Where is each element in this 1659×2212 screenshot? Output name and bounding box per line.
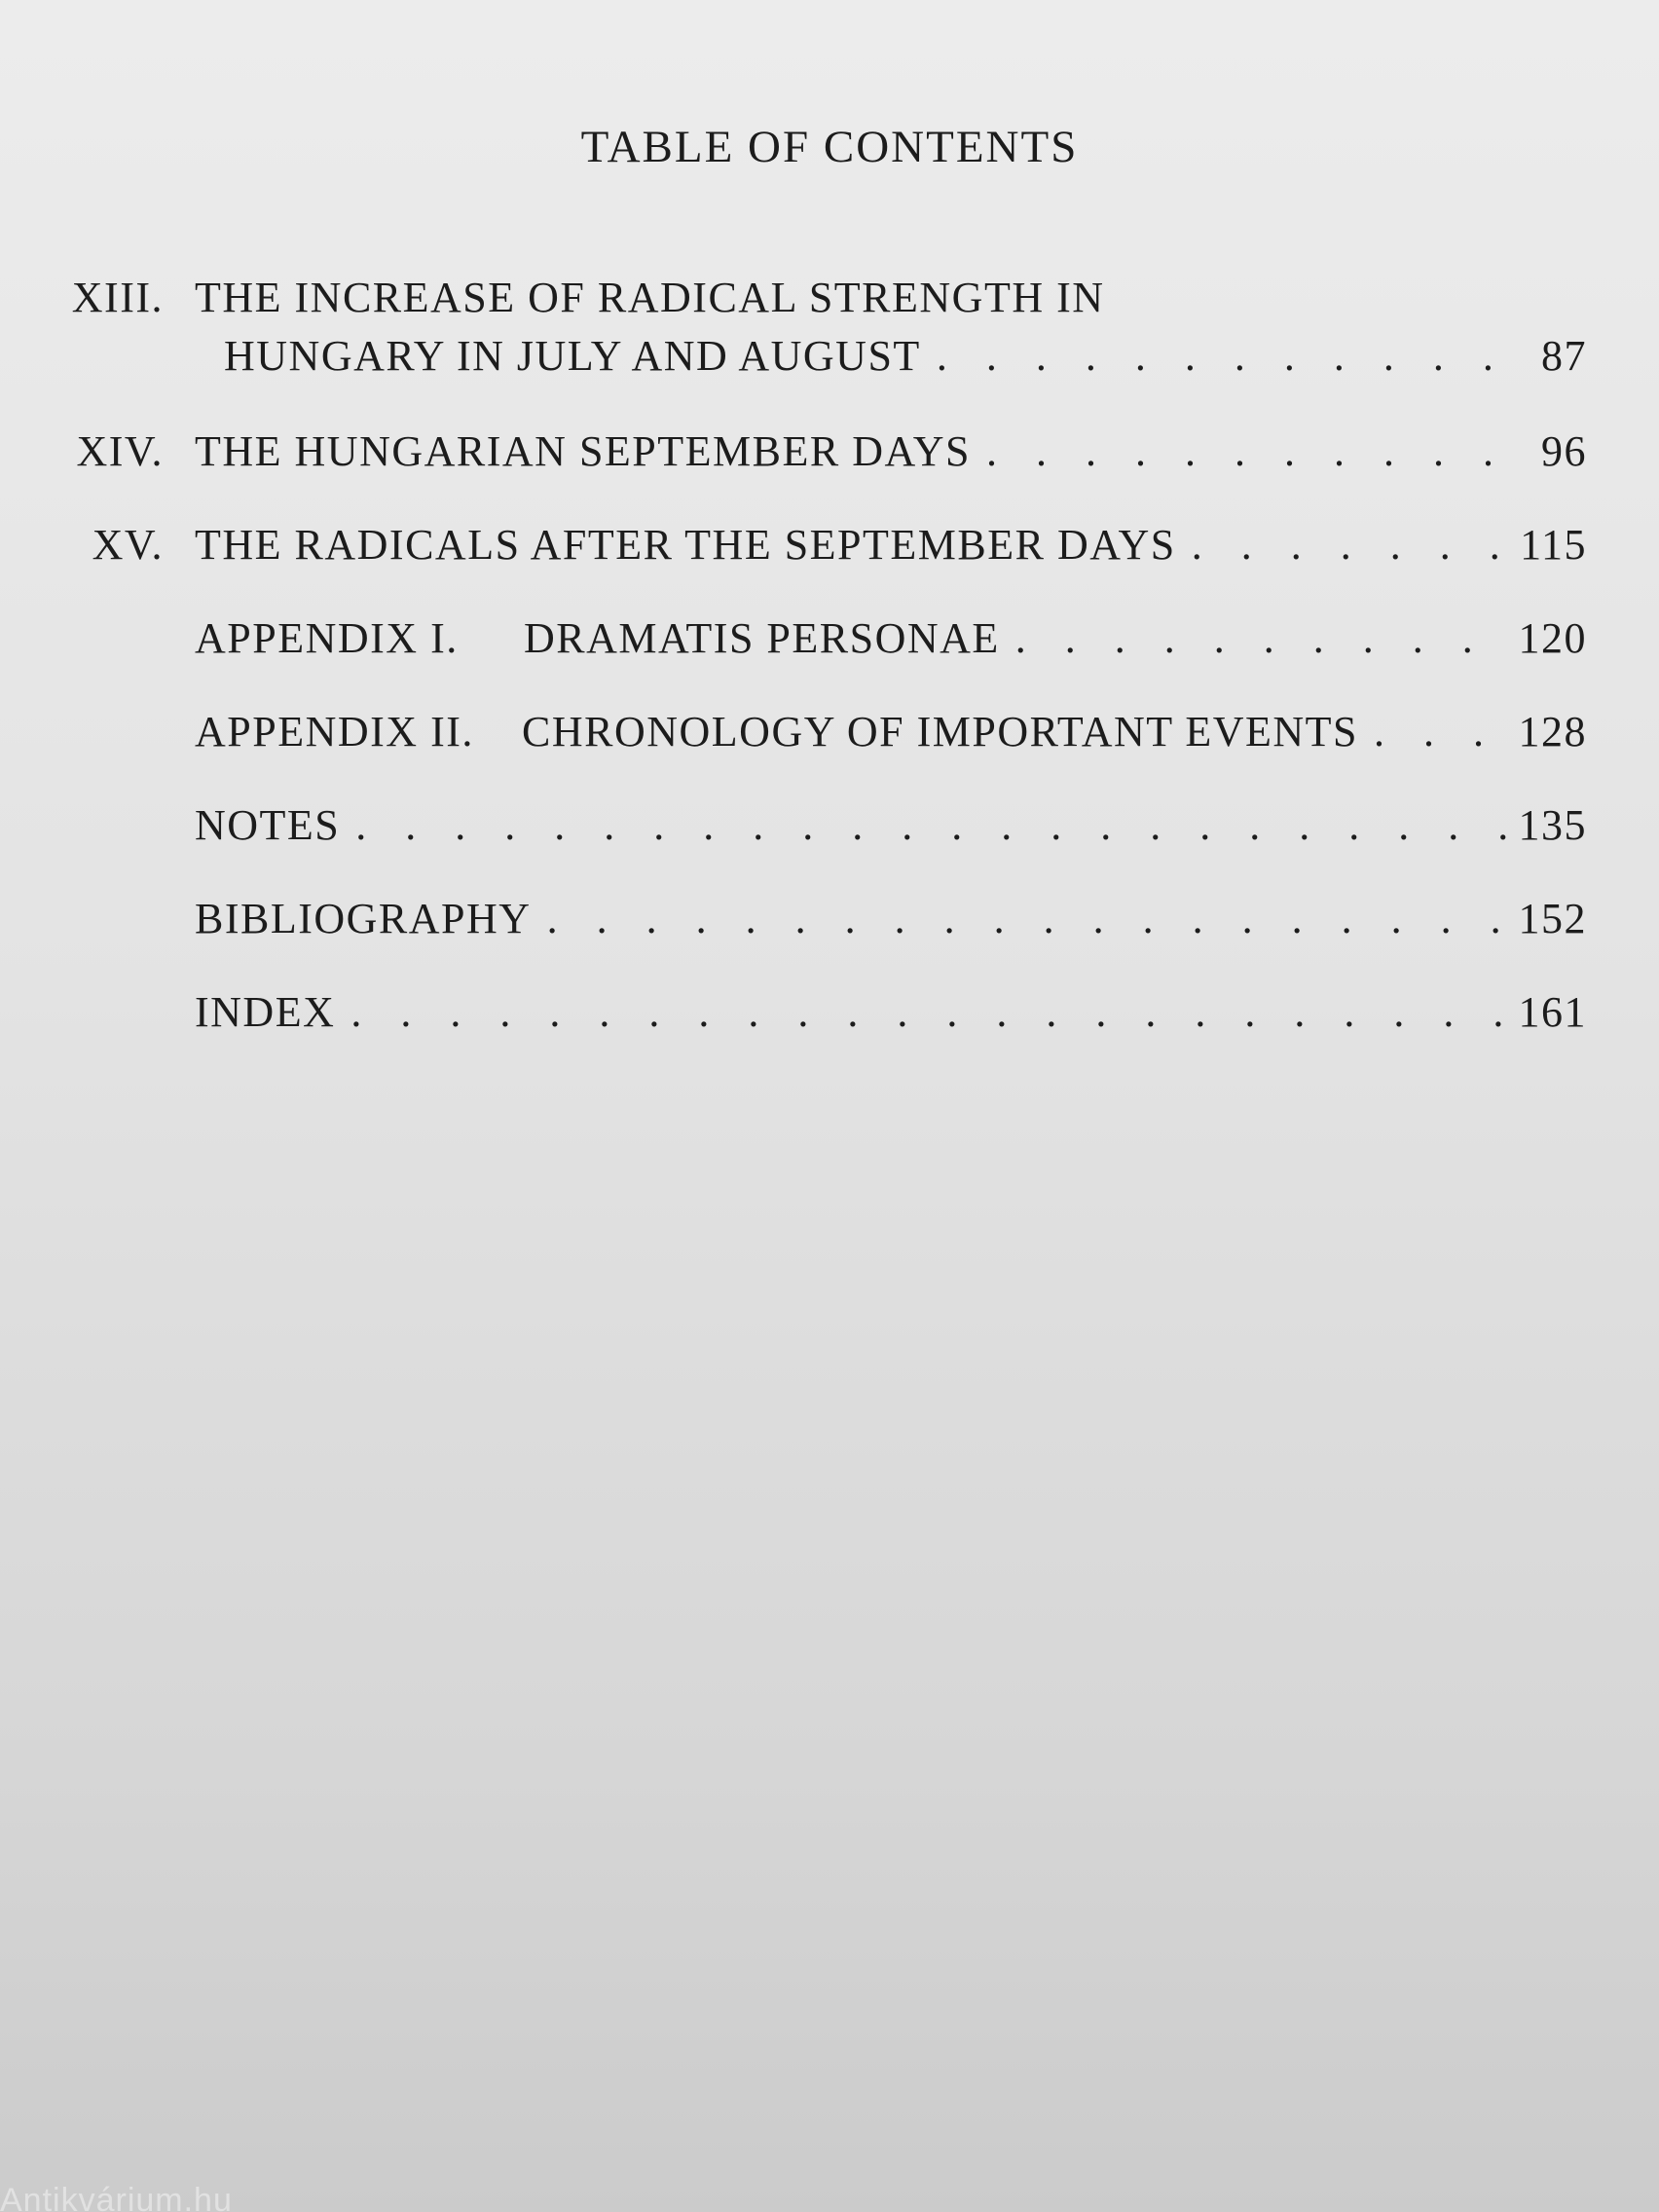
toc-line bbox=[195, 427, 1587, 475]
dot-leader bbox=[937, 335, 1530, 378]
toc-line bbox=[195, 521, 1587, 569]
appendix-title: DRAMATIS PERSONAE bbox=[524, 614, 1000, 662]
chapter-number: XIV. bbox=[76, 427, 164, 475]
chapter-number: XIII. bbox=[71, 274, 164, 321]
section-title: INDEX bbox=[195, 988, 336, 1036]
page-number: 135 bbox=[1518, 801, 1587, 849]
page-number: 161 bbox=[1518, 988, 1587, 1036]
page-title: TABLE OF CONTENTS bbox=[580, 122, 1079, 172]
page-number: 96 bbox=[1541, 427, 1587, 475]
watermark: Antikvárium.hu bbox=[0, 2182, 233, 2212]
toc-line bbox=[224, 332, 1587, 380]
section-title: BIBLIOGRAPHY bbox=[195, 895, 532, 942]
appendix-label: APPENDIX I. bbox=[195, 614, 459, 662]
toc-line bbox=[195, 988, 1587, 1036]
dot-leader bbox=[1374, 711, 1507, 754]
dot-leader bbox=[547, 898, 1507, 940]
dot-leader bbox=[350, 991, 1506, 1034]
page-number: 87 bbox=[1541, 332, 1587, 380]
chapter-title: THE HUNGARIAN SEPTEMBER DAYS bbox=[195, 427, 971, 475]
dot-leader bbox=[1192, 524, 1508, 567]
appendix-label: APPENDIX II. bbox=[195, 708, 474, 756]
dot-leader bbox=[1015, 617, 1507, 660]
page-number: 115 bbox=[1520, 521, 1587, 569]
page-number: 128 bbox=[1518, 708, 1587, 756]
toc-line bbox=[195, 801, 1587, 849]
dot-leader bbox=[986, 430, 1530, 473]
chapter-title-line-1: THE INCREASE OF RADICAL STRENGTH IN bbox=[195, 274, 1105, 321]
page-number: 120 bbox=[1518, 614, 1587, 662]
toc-line bbox=[195, 708, 1587, 756]
toc-line bbox=[195, 895, 1587, 942]
chapter-title-line-2: HUNGARY IN JULY AND AUGUST bbox=[224, 332, 921, 380]
appendix-title: CHRONOLOGY OF IMPORTANT EVENTS bbox=[522, 708, 1358, 756]
page-number: 152 bbox=[1518, 895, 1587, 942]
chapter-title: THE RADICALS AFTER THE SEPTEMBER DAYS bbox=[195, 521, 1176, 569]
toc-line bbox=[195, 614, 1587, 662]
section-title: NOTES bbox=[195, 801, 341, 849]
dot-leader bbox=[355, 804, 1506, 847]
chapter-number: XV. bbox=[92, 521, 164, 569]
